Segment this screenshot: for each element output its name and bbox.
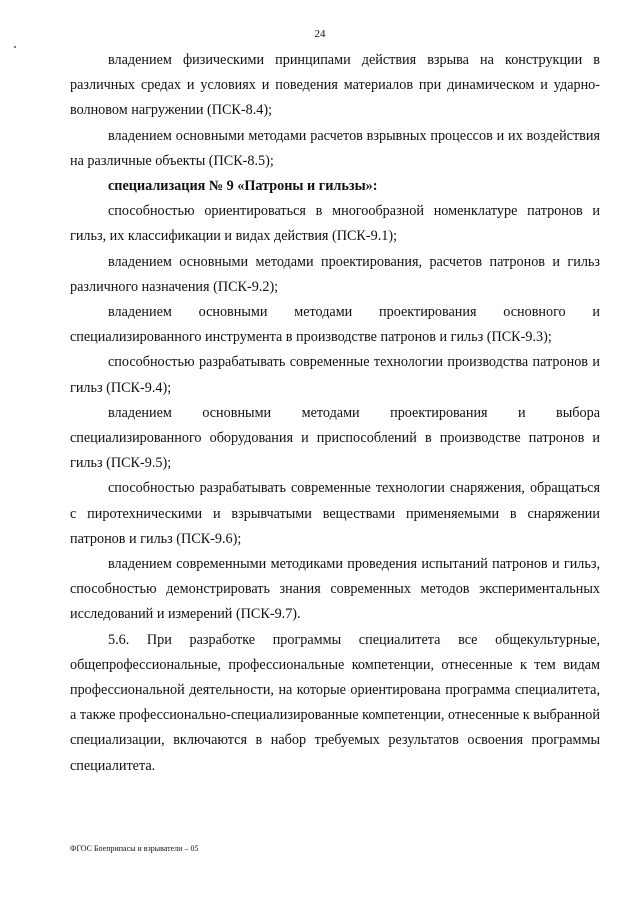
paragraph-psk-9-4: способностью разрабатывать современные технологии производства патронов и гильз (ПСК-9.4); <box>70 354 600 396</box>
document-footer: ФГОС Боеприпасы и взрыватели – 05 <box>70 844 199 853</box>
paragraph-psk-8-4: владением физическими принципами действия взрыва на конструкции в различных средах и условиях и поведения материалов при динамическом и ударно-волновом нагружении (ПСК-8.4); <box>70 52 600 119</box>
document-body <box>70 48 600 779</box>
specialization-heading: специализация № 9 «Патроны и гильзы»: <box>108 178 378 195</box>
page-number: 24 <box>314 28 326 40</box>
paragraph-psk-8-5: владением основными методами расчетов взрывных процессов и их воздействия на различные объекты (ПСК-8.5); <box>70 127 600 169</box>
paragraph-psk-9-2: владением основными методами проектирования, расчетов патронов и гильз различного назначения (ПСК-9.2); <box>70 253 600 295</box>
paragraph-psk-9-6: способностью разрабатывать современные технологии снаряжения, обращаться с пиротехническими и взрывчатыми веществами применяемыми в снаряжении патронов и гильз (ПСК-9.6); <box>70 480 600 547</box>
paragraph-psk-9-7: владением современными методиками проведения испытаний патронов и гильз, способностью демонстрировать знания современных методов экспериментальных исследований и измерений (ПСК-9.7). <box>70 556 600 623</box>
paragraph-psk-9-3: владением основными методами проектирования основного и специализированного инструмента в производстве патронов и гильз (ПСК-9.3); <box>70 304 600 346</box>
scan-speck <box>14 46 16 48</box>
paragraph-5-6: 5.6. При разработке программы специалитета все общекультурные, общепрофессиональные, профессиональные компетенции, отнесенные к тем видам профессиональной деятельности, на которые ориентирована программа специалитета, а также профессионально-специализированные компетенции, отнесенные к выбранной специализации, включаются в набор требуемых результатов освоения программы специалитета. <box>70 631 600 774</box>
paragraph-psk-9-1: способностью ориентироваться в многообразной номенклатуре патронов и гильз, их классификации и видах действия (ПСК-9.1); <box>70 203 600 245</box>
paragraph-psk-9-5: владением основными методами проектирования и выбора специализированного оборудования и приспособлений в производстве патронов и гильз (ПСК-9.5); <box>70 404 600 472</box>
